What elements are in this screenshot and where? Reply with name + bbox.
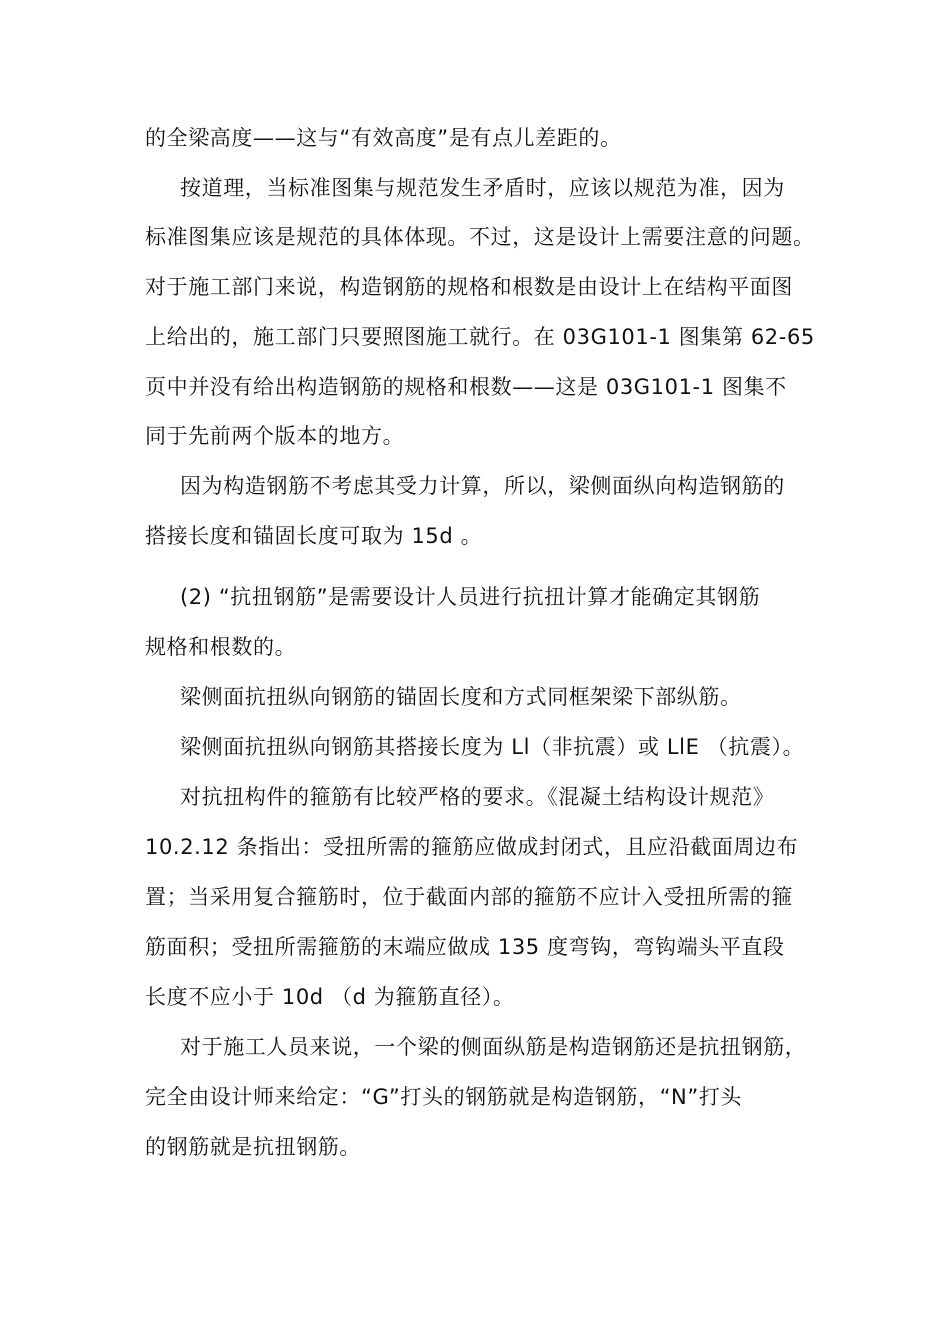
text-line: 搭接长度和锚固长度可取为 15d 。 xyxy=(145,524,483,548)
text-line: (2) “抗扭钢筋”是需要设计人员进行抗扭计算才能确定其钢筋 xyxy=(180,585,761,609)
text-line: 标准图集应该是规范的具体体现。不过，这是设计上需要注意的问题。 xyxy=(145,225,815,249)
text-line: 置；当采用复合箍筋时，位于截面内部的箍筋不应计入受扭所需的箍 xyxy=(145,885,793,909)
text-line: 对于施工人员来说，一个梁的侧面纵筋是构造钢筋还是抗扭钢筋， xyxy=(180,1035,807,1059)
text-line: 因为构造钢筋不考虑其受力计算，所以，梁侧面纵向构造钢筋的 xyxy=(180,474,785,498)
text-line: 梁侧面抗扭纵向钢筋的锚固长度和方式同框架梁下部纵筋。 xyxy=(180,685,742,709)
text-line: 对抗扭构件的箍筋有比较严格的要求。《混凝土结构设计规范》 xyxy=(180,785,775,809)
text-line: 上给出的，施工部门只要照图施工就行。在 03G101-1 图集第 62-65 xyxy=(145,325,815,349)
text-line: 10.2.12 条指出：受扭所需的箍筋应做成封闭式，且应沿截面周边布 xyxy=(145,835,799,859)
text-line: 规格和根数的。 xyxy=(145,635,297,659)
text-line: 页中并没有给出构造钢筋的规格和根数——这是 03G101-1 图集不 xyxy=(145,375,787,399)
text-line: 的钢筋就是抗扭钢筋。 xyxy=(145,1135,361,1159)
text-line: 同于先前两个版本的地方。 xyxy=(145,424,405,448)
text-line: 完全由设计师来给定：“G”打头的钢筋就是构造钢筋，“N”打头 xyxy=(145,1085,743,1109)
text-line: 对于施工部门来说，构造钢筋的规格和根数是由设计上在结构平面图 xyxy=(145,275,793,299)
text-line: 按道理，当标准图集与规范发生矛盾时，应该以规范为准，因为 xyxy=(180,176,785,200)
text-line: 的全梁高度——这与“有效高度”是有点儿差距的。 xyxy=(145,126,622,150)
text-line: 梁侧面抗扭纵向钢筋其搭接长度为 Ll（非抗震）或 LlE （抗震）。 xyxy=(180,735,805,759)
text-line: 筋面积；受扭所需箍筋的末端应做成 135 度弯钩，弯钩端头平直段 xyxy=(145,935,785,959)
text-line: 长度不应小于 10d （d 为箍筋直径）。 xyxy=(145,985,515,1009)
